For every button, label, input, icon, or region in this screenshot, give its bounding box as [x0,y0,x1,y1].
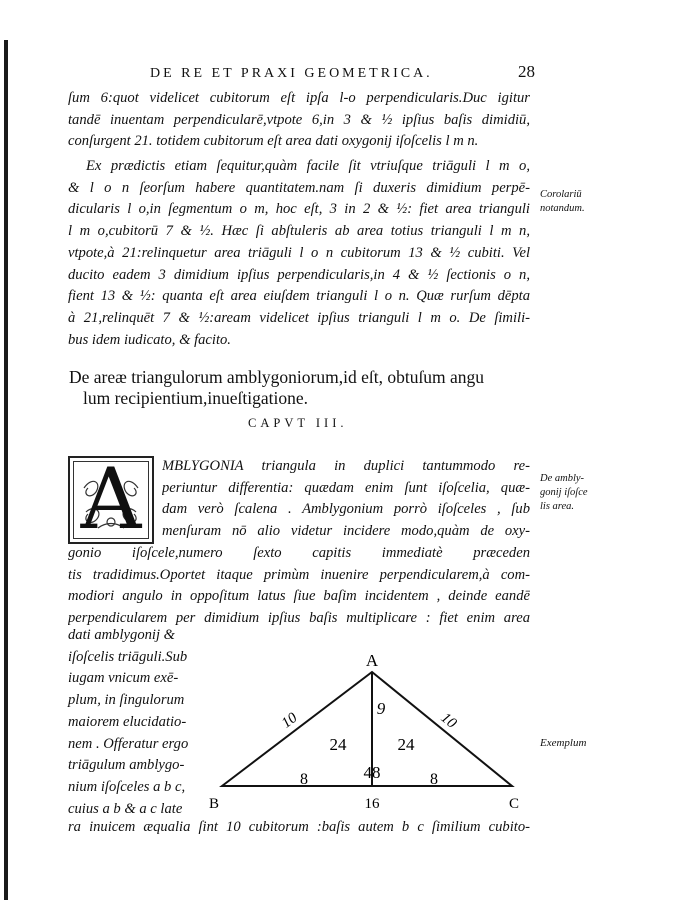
section-title-line: lum recipientium,inueſtigatione. [83,388,309,408]
text-line: bus idem iudicato, & facito. [68,331,231,348]
paragraph-3-wrapped [162,456,530,543]
text-line: dam verò ſcalena . Amblygonium porrò iſoſceles , ſub [162,501,530,518]
vertex-label-a: A [365,651,379,670]
text-line: & l o n ſeorſum habere quantitatem.nam ſi duxeris dimidium perpē- [68,179,530,196]
vertex-label-c: C [508,796,520,812]
margin-note-example: Exemplum [540,737,587,749]
paragraph-3 [68,543,530,630]
text-line: tandē inuentam perpendicularē,vtpote 6,in 3 & ½ ipſius baſis dimidiū, [68,111,530,128]
binding-edge [4,40,8,900]
triangle-figure [200,648,530,816]
chapter-heading: CAPVT III. [248,416,348,430]
paragraph-1 [68,88,530,153]
text-line: iugam vnicum exē- [68,670,179,687]
text-line: nium iſoſceles a b c, [68,778,186,795]
text-line: l m o,cubitorū 7 & ½. Hæc ſi abſtuleris ab area totius trianguli l m n, [68,223,530,240]
text-line: plum, in ſingulorum [68,692,185,709]
text-line: Ex prædictis etiam ſequitur,quàm facile ſit vtriuſque triāguli l m o, [86,158,530,174]
text-line: dicularis l o,in ſegmentum o m, hoc eſt, 3 in 2 & ½: fiet area trianguli [68,201,530,218]
text-line: maiorem elucidatio- [68,713,187,730]
section-title-line: De areæ triangulorum amblygoniorum,id eſt, obtuſum angu [69,367,485,387]
text-line: tis tradidimus.Oportet itaque primùm inuenire perpendicularem,à com- [68,566,530,583]
text-line: dati amblygonij & [68,627,176,643]
vertex-label-b: B [208,796,220,812]
text-line: periuntur differentia: quædam enim ſunt iſoſcelia, quæ- [162,479,530,496]
text-line: fient 13 & ½: quanta eſt area eiuſdem trianguli l o n. Quæ rurſum dēpta [68,288,530,305]
half-base-right-label: 8 [430,771,438,788]
area-label-right: 24 [397,735,415,754]
margin-note-line: gonij iſoſce [540,487,588,498]
text-line: nem . Offeratur ergo [68,735,189,752]
text-line: ſum 6:quot videlicet cubitorum eſt ipſa l-o perpendicularis.Duc igitur [68,90,530,106]
text-line: triāgulum amblygo- [68,757,185,774]
side-label-ab: 10 [278,709,301,732]
section-title [69,367,484,409]
margin-note-amblygonii [540,472,588,514]
text-line: modiori angulo in oppoſitum latus ſiue baſim incidentem , deinde eandē [68,588,530,605]
margin-note-line: De ambly- [540,473,585,484]
altitude-label: 9 [376,699,386,718]
running-title: DE RE ET PRAXI GEOMETRICA. [150,66,433,81]
side-label-ac: 10 [437,709,460,732]
total-area-label: 48 [363,763,381,782]
decorated-initial [68,450,154,548]
bottom-text-line: ra inuicem æqualia ſint 10 cubitorum :baſis autem b c ſimilium cubito- [68,819,530,835]
text-line: gonio iſoſcele,numero ſexto capitis immediatè præceden [68,545,530,561]
text-line: menſuram nō alio videtur incidere modo,quàm de oxy- [162,523,530,540]
margin-note-corollary [540,188,585,216]
text-line: perpendicularem per dimidium ipſius baſis multiplicare : fiet enim area [68,610,530,627]
margin-note-line: Corolariū [540,189,582,200]
area-label-left: 24 [329,735,347,754]
text-line: iſoſcelis triāguli.Sub [68,648,188,665]
base-label: 16 [364,796,380,812]
paragraph-2 [68,156,530,351]
text-line: à 21,relinquēt 7 & ½:aream videlicet ipſius trianguli l m o. De ſimili- [68,309,530,326]
text-line: ducito eadem 3 dimidium ipſius perpendicularis,in 4 & ½ ſectionis o n, [68,266,530,283]
text-line: conſurgent 21. totidem cubitorum eſt area dati oxygonij iſoſcelis l m n. [68,133,479,150]
half-base-left-label: 8 [300,771,308,788]
margin-note-line: lis area. [540,501,575,512]
page-number: 28 [518,62,535,81]
left-column-text [68,625,208,820]
margin-note-line: notandum. [540,203,585,214]
text-line: cuius a b & a c late [68,800,183,817]
text-line: MBLYGONIA triangula in duplici tantummodo re- [162,458,530,474]
drop-cap-letter: A [80,450,142,548]
text-line: vtpote,à 21:relinquetur area triāguli l o n cubitorum 13 & ½ cubiti. Vel [68,244,530,261]
